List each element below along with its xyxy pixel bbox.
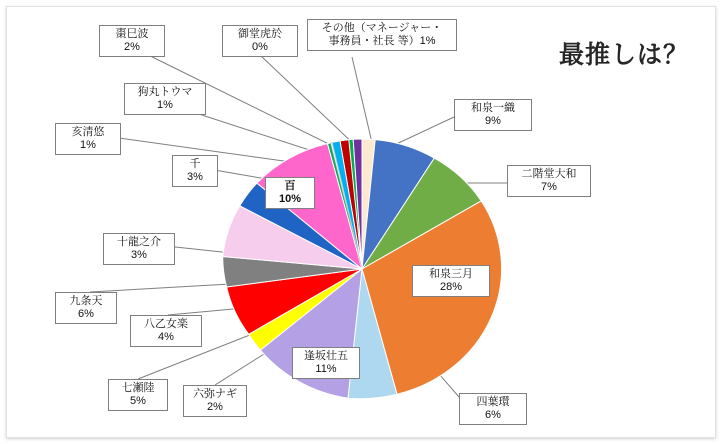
pie-label-name: 四葉環 [476, 396, 510, 408]
pie-label-natsume-minami [99, 25, 165, 57]
pie-label-inumaru-toma [124, 83, 206, 115]
pie-label-name: 百 [284, 180, 296, 192]
pie-label-nikaido-yamato [507, 165, 591, 197]
pie-label-yuki [172, 155, 218, 187]
pie-label-osaka-sogo [292, 347, 360, 379]
pie-label-pct: 2% [207, 401, 223, 413]
pie-label-pct: 1% [157, 99, 173, 111]
pie-label-pct: 6% [485, 409, 501, 421]
pie-label-name: 九条天 [69, 295, 103, 307]
pie-label-name: 十龍之介 [117, 236, 161, 248]
pie-label-name: 二階堂大和 [521, 168, 577, 180]
pie-label-name: 棗巳波 [115, 28, 149, 40]
pie-label-name: 和泉三月 [429, 268, 473, 280]
pie-label-pct: 事務員・社長 等）1% [328, 35, 436, 47]
pie-label-isumi-haruka [55, 123, 121, 155]
pie-label-name: 亥清悠 [71, 126, 105, 138]
pie-label-name: 千 [189, 158, 201, 170]
pie-label-pct: 5% [130, 395, 146, 407]
pie-label-name: 和泉一織 [471, 102, 515, 114]
pie-label-yotsuba-tamaki [459, 393, 527, 425]
pie-label-pct: 4% [158, 331, 174, 343]
pie-label-rokuya-nagi [183, 385, 247, 417]
chart-frame [6, 6, 716, 438]
pie-label-name: 八乙女楽 [144, 318, 188, 330]
pie-label-pct: 3% [131, 249, 147, 261]
pie-label-pct: 11% [315, 363, 337, 375]
pie-label-izumi-mitsuki [412, 265, 490, 297]
pie-label-pct: 28% [439, 281, 463, 293]
pie-label-pct: 3% [187, 171, 203, 183]
pie-label-name: その他（マネージャー・ [321, 22, 443, 34]
chart-title: 最推しは？ [558, 41, 689, 69]
pie-label-yaotome-gaku [130, 315, 202, 347]
pie-label-others [307, 19, 457, 51]
pie-chart [7, 7, 717, 439]
pie-label-pct: 9% [485, 115, 501, 127]
pie-label-name: 逢坂壮五 [304, 350, 348, 362]
pie-label-kujo-ten [55, 292, 117, 324]
pie-label-mido-torao [222, 25, 298, 57]
pie-label-momo [265, 177, 315, 209]
pie-label-pct: 6% [78, 308, 94, 320]
pie-label-pct: 10% [278, 193, 302, 205]
pie-label-name: 御堂虎於 [238, 28, 282, 40]
pie-label-pct: 2% [124, 41, 140, 53]
pie-label-name: 狗丸トウマ [137, 86, 193, 98]
pie-label-name: 七瀬陸 [121, 382, 155, 394]
pie-label-tsunashi-ryunosuke [103, 233, 175, 265]
pie-label-pct: 7% [541, 181, 557, 193]
pie-label-pct: 1% [80, 139, 96, 151]
pie-label-pct: 0% [252, 41, 268, 53]
pie-label-izumi-iori [454, 99, 532, 131]
pie-label-nanase-riku [108, 379, 168, 411]
pie-label-name: 六弥ナギ [193, 388, 237, 400]
